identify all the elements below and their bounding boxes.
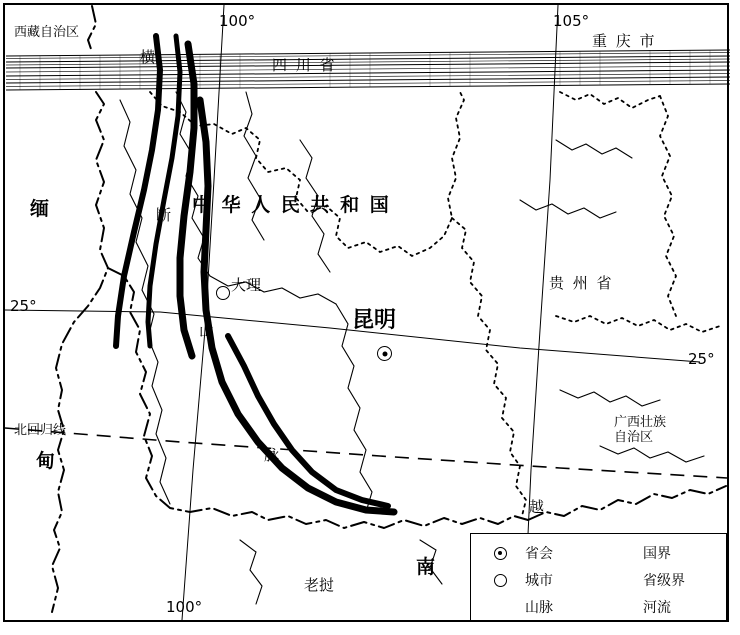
label-parallel-25-left: 25°: [10, 297, 37, 315]
label-mountain-char-3: 山: [199, 322, 215, 340]
dash-dot-line-icon: [597, 542, 639, 564]
label-mountain-char-2: 断: [156, 206, 172, 224]
marker-dali[interactable]: [216, 286, 230, 300]
label-dali: 大理: [231, 276, 262, 294]
label-guangxi: 广西壮族 自治区: [614, 415, 667, 445]
label-parallel-25-right: 25°: [688, 350, 715, 368]
label-mountain-char-1: 横: [140, 48, 156, 66]
label-vietnam-2: 南: [416, 556, 436, 578]
label-myanmar-2: 甸: [36, 450, 56, 472]
legend-label-mountain: 山脉: [525, 600, 553, 616]
provincial-boundary: [150, 92, 720, 516]
city-circle-icon: [479, 569, 521, 591]
label-myanmar-1: 缅: [30, 198, 50, 220]
legend-label-city: 城市: [525, 573, 553, 589]
label-sichuan: 四 川 省: [272, 56, 337, 74]
capital-dot-icon: [479, 542, 521, 564]
label-meridian-105-top: 105°: [553, 12, 590, 30]
marker-kunming[interactable]: [377, 346, 392, 361]
top-hatched-band: [6, 50, 730, 90]
label-kunming: 昆明: [352, 308, 397, 333]
label-mountain-char-4: 脉: [264, 446, 280, 464]
legend-label-river: 河流: [643, 600, 671, 616]
river-line-icon: [597, 596, 639, 618]
mountain-line-icon: [479, 596, 521, 618]
label-guizhou: 贵 州 省: [549, 274, 614, 292]
legend-label-national-border: 国界: [643, 546, 671, 562]
label-laos: 老挝: [304, 576, 335, 594]
legend-item-city: [479, 567, 553, 593]
legend-label-provincial-border: 省级界: [643, 573, 685, 589]
dotted-line-icon: [597, 569, 639, 591]
mountain-range-lines: [116, 36, 397, 512]
legend-label-capital: 省会: [525, 546, 553, 562]
legend-item-river: [597, 594, 671, 620]
label-meridian-100-bottom: 100°: [166, 598, 203, 616]
label-vietnam-1: 越: [529, 498, 545, 516]
legend-item-capital: [479, 540, 553, 566]
legend-item-national-border: [597, 540, 671, 566]
label-tropic-of-cancer: 北回归线: [14, 423, 67, 438]
label-xizang: 西藏自治区: [14, 25, 80, 40]
label-meridian-100-top: 100°: [219, 12, 256, 30]
label-chongqing: 重 庆 市: [592, 32, 657, 50]
legend-item-mountain: [479, 594, 553, 620]
label-china: 中 华 人 民 共 和 国: [192, 194, 391, 216]
map-legend: [470, 533, 727, 621]
legend-item-provincial-border: [597, 567, 685, 593]
